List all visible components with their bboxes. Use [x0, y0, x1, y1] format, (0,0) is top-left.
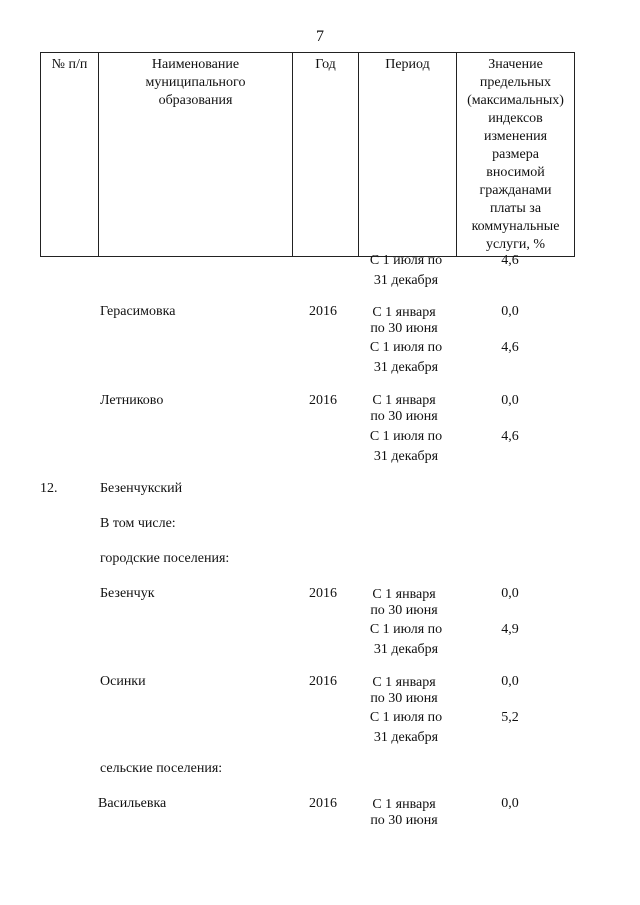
row-value2: 4,6: [501, 340, 519, 355]
row-year: 2016: [309, 674, 337, 689]
row-year: 2016: [309, 393, 337, 408]
section-rural-label: сельские поселения:: [100, 761, 223, 776]
row-value2: 4,9: [501, 622, 519, 637]
row-name: Герасимовка: [100, 304, 176, 319]
carryover-period-line2: 31 декабря: [373, 273, 439, 288]
section-number: 12.: [40, 481, 58, 496]
row-year: 2016: [309, 586, 337, 601]
header-number: № п/п: [41, 53, 99, 257]
row-period1-line1: С 1 января: [372, 675, 436, 690]
row-period1-line1: С 1 января: [372, 587, 436, 602]
row-period2-line2: 31 декабря: [373, 730, 439, 745]
row-value1: 0,0: [501, 796, 519, 811]
row-period1-line2: по 30 июня: [370, 691, 438, 706]
row-period2-line1: С 1 июля по: [369, 710, 443, 725]
header-period: Период: [359, 53, 457, 257]
header-name: Наименование муниципального образования: [99, 53, 293, 257]
row-period1-line1: С 1 января: [372, 305, 436, 320]
page-number: 7: [316, 28, 324, 45]
table-header: [40, 52, 575, 257]
row-value1: 0,0: [501, 674, 519, 689]
carryover-value: 4,6: [501, 253, 519, 268]
row-period2-line2: 31 декабря: [373, 360, 439, 375]
row-year: 2016: [309, 304, 337, 319]
section-including: В том числе:: [100, 516, 176, 531]
row-period1-line2: по 30 июня: [370, 603, 438, 618]
row-period2-line2: 31 декабря: [373, 642, 439, 657]
section-name: Безенчукский: [100, 481, 183, 496]
row-period2-line2: 31 декабря: [373, 449, 439, 464]
header-year: Год: [293, 53, 359, 257]
row-value2: 4,6: [501, 429, 519, 444]
row-period1-line2: по 30 июня: [370, 813, 438, 828]
row-value1: 0,0: [501, 304, 519, 319]
row-name: Безенчук: [100, 586, 155, 601]
row-period1-line1: С 1 января: [372, 797, 436, 812]
carryover-period-line1: С 1 июля по: [369, 253, 443, 268]
row-value1: 0,0: [501, 393, 519, 408]
row-period2-line1: С 1 июля по: [369, 429, 443, 444]
row-year: 2016: [309, 796, 337, 811]
row-name: Летниково: [100, 393, 164, 408]
row-value1: 0,0: [501, 586, 519, 601]
row-period2-line1: С 1 июля по: [369, 622, 443, 637]
row-value2: 5,2: [501, 710, 519, 725]
row-period2-line1: С 1 июля по: [369, 340, 443, 355]
header-value: Значение предельных (максимальных) индексов изменения размера вносимой гражданами платы за коммунальные услуги, %: [457, 53, 575, 257]
row-name: Осинки: [100, 674, 146, 689]
row-name: Васильевка: [98, 796, 167, 811]
row-period1-line2: по 30 июня: [370, 409, 438, 424]
row-period1-line1: С 1 января: [372, 393, 436, 408]
row-period1-line2: по 30 июня: [370, 321, 438, 336]
section-urban-label: городские поселения:: [100, 551, 230, 566]
